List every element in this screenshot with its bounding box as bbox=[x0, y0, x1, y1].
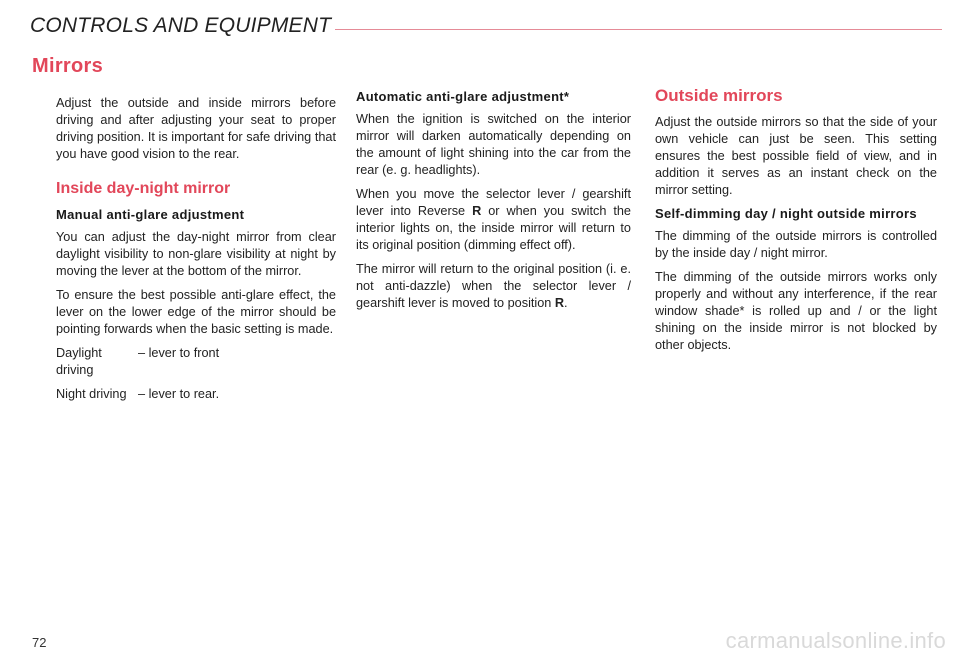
page-number: 72 bbox=[32, 635, 47, 650]
selfdim-paragraph-1: The dimming of the outside mirrors is controlled by the inside day / night mirror. bbox=[655, 229, 937, 260]
manual-paragraph-1: You can adjust the day-night mirror from clear daylight visibility to non-glare visibility at night by moving the lever at the bottom of the mirror. bbox=[56, 230, 336, 278]
night-value: – lever to rear. bbox=[138, 387, 220, 401]
night-label: Night driving bbox=[56, 387, 127, 401]
selfdim-heading: Self-dimming day / night outside mirrors bbox=[655, 206, 917, 221]
chapter-title: CONTROLS AND EQUIPMENT bbox=[30, 14, 332, 37]
auto-paragraph-2 bbox=[356, 186, 631, 254]
auto-p2-text-b: or when you switch the interior lights on, the inside mirror will return to its original position (dimming effect off). bbox=[356, 204, 631, 252]
night-row bbox=[56, 386, 336, 403]
manual-antiglare-heading: Manual anti-glare adjustment bbox=[56, 207, 245, 222]
intro-paragraph: Adjust the outside and inside mirrors before driving and after adjusting your seat to proper driving position. It is important for safe driving that you have good vision to the rear. bbox=[56, 96, 336, 161]
inside-mirror-heading: Inside day-night mirror bbox=[56, 180, 231, 197]
auto-p2-text-a: When you move the selector lever / gearshift lever into Reverse bbox=[356, 187, 631, 218]
reverse-letter-2: R bbox=[554, 296, 565, 310]
manual-paragraph-2: To ensure the best possible anti-glare effect, the lever on the lower edge of the mirror should be pointing forwards when the basic setting is made. bbox=[56, 288, 336, 336]
column-middle bbox=[356, 89, 631, 319]
daylight-label: Daylight driving bbox=[56, 346, 102, 377]
watermark: carmanualsonline.info bbox=[725, 628, 946, 653]
header-rule bbox=[335, 29, 942, 30]
auto-antiglare-heading: Automatic anti-glare adjustment* bbox=[356, 89, 570, 104]
daylight-value: – lever to front bbox=[138, 346, 220, 360]
column-left bbox=[56, 95, 336, 410]
reverse-letter: R bbox=[472, 204, 482, 218]
outside-mirrors-heading: Outside mirrors bbox=[655, 86, 783, 105]
selfdim-paragraph-2: The dimming of the outside mirrors works only properly and without any interference, if the rear window shade* is rolled up and / or the light shining on the inside mirror is not blocked by other objects. bbox=[655, 270, 937, 352]
chapter-header bbox=[30, 14, 942, 38]
auto-p3-text-a: The mirror will return to the original position (i. e. not anti-dazzle) when the selector lever / gearshift lever is moved to position bbox=[356, 262, 631, 310]
auto-p3-text-b: . bbox=[564, 296, 568, 310]
section-title: Mirrors bbox=[32, 55, 104, 77]
auto-paragraph-1: When the ignition is switched on the interior mirror will darken automatically depending on the amount of light shining into the car from the rear (e. g. headlights). bbox=[356, 112, 631, 177]
auto-paragraph-3 bbox=[356, 261, 631, 312]
daylight-row bbox=[56, 345, 336, 379]
column-right bbox=[655, 86, 937, 361]
outside-paragraph-1: Adjust the outside mirrors so that the side of your own vehicle can just be seen. This setting ensures the best possible field of view, and in addition it serves as an instant check on the mirror setting. bbox=[655, 115, 937, 197]
